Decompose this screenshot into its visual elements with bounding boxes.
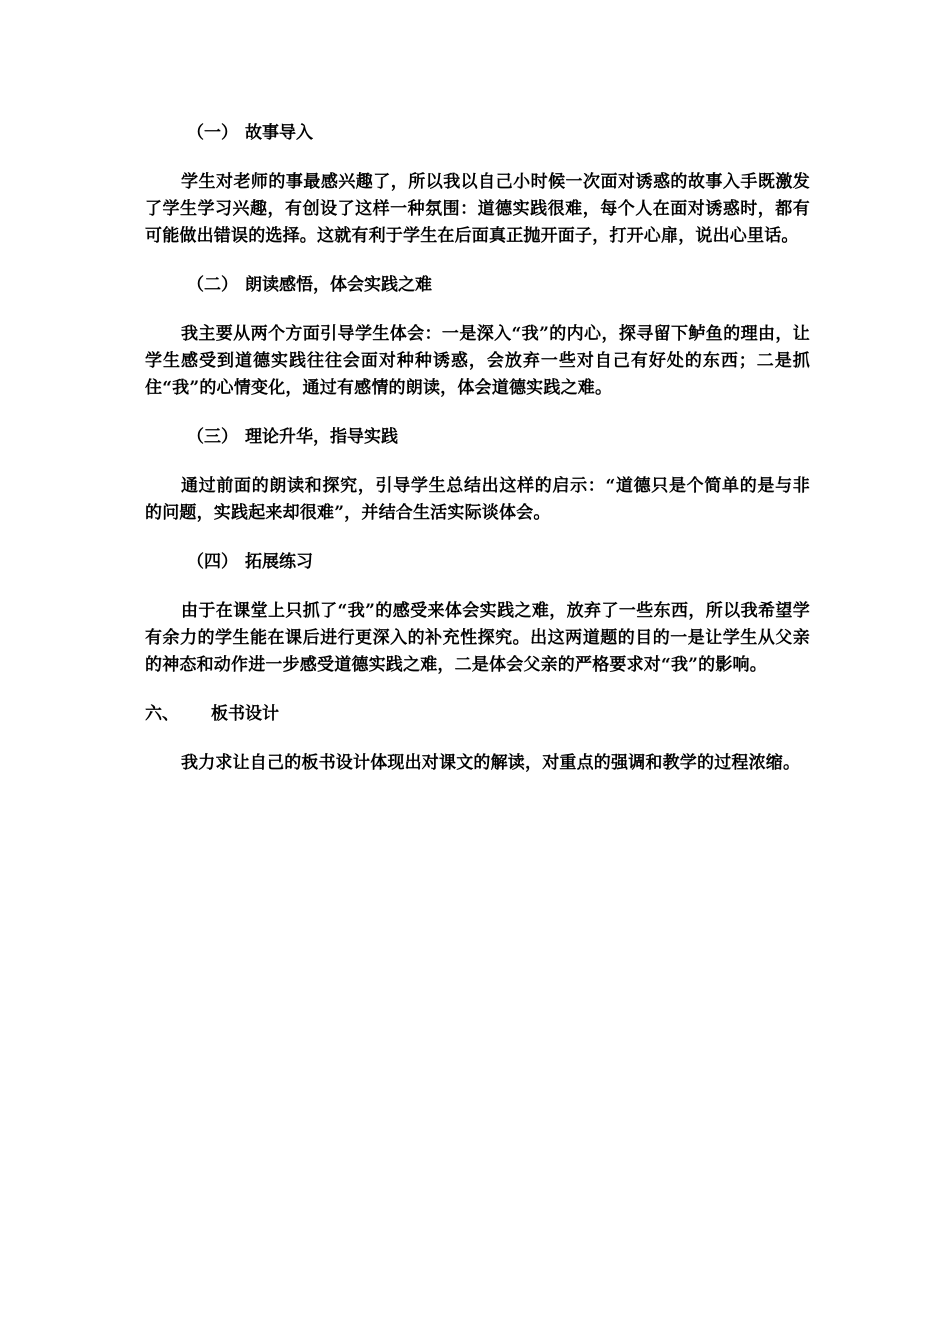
section-paragraph-six: 我力求让自己的板书设计体现出对课文的解读，对重点的强调和教学的过程浓缩。 (181, 753, 801, 773)
subsection-paragraph-2: 我主要从两个方面引导学生体会：一是深入“我”的内心，探寻留下鲈鱼的理由，让学生感受到道德实践往往会面对种种诱惑，会放弃一些对自己有好处的东西；二是抓住“我”的心情变化，通过有感情的朗读，体会道德实践之难。 (145, 324, 810, 398)
document-body (145, 120, 810, 777)
subsection-heading-1 (145, 120, 810, 147)
subsection-title-4: 拓展练习 (245, 552, 313, 572)
subsection-number-1: （一） (187, 123, 238, 143)
subsection-number-3: （三） (187, 427, 238, 447)
subsection-heading-2 (145, 272, 810, 299)
subsection-paragraph-1: 学生对老师的事最感兴趣了，所以我以自己小时候一次面对诱惑的故事入手既激发了学生学习兴趣，有创设了这样一种氛围：道德实践很难，每个人在面对诱惑时，都有可能做出错误的选择。这就有利于学生在后面真正抛开面子，打开心扉，说出心里话。 (145, 172, 810, 246)
subsection-title-2: 朗读感悟，体会实践之难 (245, 275, 432, 295)
subsection-heading-3 (145, 424, 810, 451)
section-title-six: 板书设计 (211, 704, 279, 724)
subsection-title-3: 理论升华，指导实践 (245, 427, 398, 447)
subsection-paragraph-4: 由于在课堂上只抓了“我”的感受来体会实践之难，放弃了一些东西，所以我希望学有余力的学生能在课后进行更深入的补充性探究。出这两道题的目的一是让学生从父亲的神态和动作进一步感受道德实践之难，二是体会父亲的严格要求对“我”的影响。 (145, 601, 810, 675)
subsection-number-4: （四） (187, 552, 238, 572)
subsection-paragraph-3: 通过前面的朗读和探究，引导学生总结出这样的启示：“道德只是个简单的是与非的问题，实践起来却很难”，并结合生活实际谈体会。 (145, 476, 810, 523)
subsection-number-2: （二） (187, 275, 238, 295)
subsection-heading-4 (145, 549, 810, 576)
section-heading-six (145, 701, 810, 728)
subsection-title-1: 故事导入 (245, 123, 313, 143)
section-number-six: 六、 (145, 704, 179, 724)
